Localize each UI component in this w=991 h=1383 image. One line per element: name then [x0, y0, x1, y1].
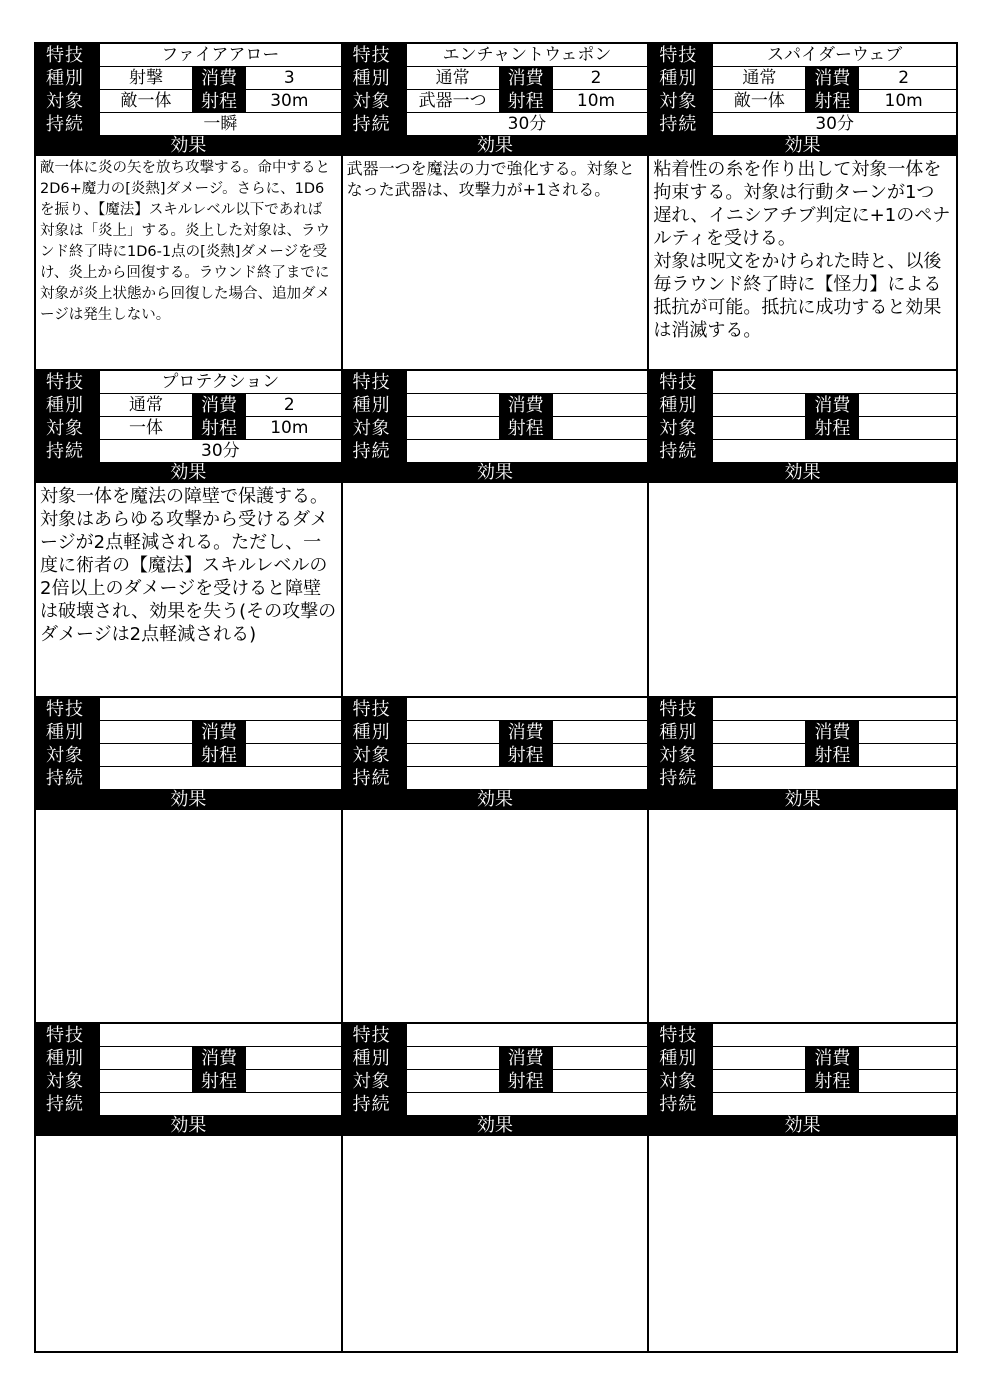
label-kouka: 効果: [36, 790, 341, 810]
label-shohi: 消費: [192, 394, 246, 417]
skill-cost: 2: [859, 67, 956, 90]
skill-range: [859, 1070, 956, 1093]
skill-duration: [100, 1093, 341, 1116]
label-tokugi: 特技: [36, 44, 100, 67]
label-tokugi: 特技: [649, 698, 713, 721]
card-header: [343, 1024, 648, 1136]
skill-card: [343, 698, 650, 1025]
card-header: [36, 371, 341, 483]
label-taisho: 対象: [343, 417, 407, 440]
skill-type: [100, 1047, 192, 1070]
label-kouka: 効果: [649, 1116, 956, 1136]
label-kouka: 効果: [649, 790, 956, 810]
label-kouka: 効果: [343, 1116, 648, 1136]
label-taisho: 対象: [36, 744, 100, 767]
skill-target: 敵一体: [100, 90, 192, 113]
label-taisho: 対象: [36, 90, 100, 113]
skill-effect: [36, 1136, 341, 1351]
skill-effect: [36, 810, 341, 1023]
label-jizoku: 持続: [36, 1093, 100, 1116]
label-tokugi: 特技: [343, 371, 407, 394]
skill-effect: 粘着性の糸を作り出して対象一体を拘束する。対象は行動ターンが1つ遅れ、イニシアチブ判定に+1のペナルティを受ける。 対象は呪文をかけられた時と、以後毎ラウンド終了時に【怪力】による抵抗が可能。抵抗に成功すると効果は消滅する。: [653, 159, 951, 341]
skill-name: [407, 698, 648, 721]
label-tokugi: 特技: [343, 44, 407, 67]
skill-type: [713, 394, 805, 417]
skill-card-sheet: [34, 42, 958, 1353]
skill-name: ファイアアロー: [100, 44, 341, 67]
skill-range: [553, 417, 648, 440]
label-tokugi: 特技: [36, 371, 100, 394]
label-shohi: 消費: [499, 67, 553, 90]
label-jizoku: 持続: [343, 440, 407, 463]
skill-name: [713, 1024, 956, 1047]
label-taisho: 対象: [36, 417, 100, 440]
skill-target: [407, 744, 499, 767]
label-shatei: 射程: [192, 417, 246, 440]
skill-target: [407, 1070, 499, 1093]
skill-duration: [713, 1093, 956, 1116]
skill-range: 10m: [859, 90, 956, 113]
card-header: [36, 44, 341, 156]
skill-duration: [407, 767, 648, 790]
skill-duration: 30分: [713, 113, 956, 136]
skill-cost: 3: [246, 67, 341, 90]
skill-type: [407, 394, 499, 417]
skill-cost: 2: [553, 67, 648, 90]
label-shubetsu: 種別: [343, 1047, 407, 1070]
label-shubetsu: 種別: [343, 721, 407, 744]
label-shubetsu: 種別: [649, 1047, 713, 1070]
skill-range: [246, 744, 341, 767]
skill-effect: 武器一つを魔法の力で強化する。対象となった武器は、攻撃力が+1される。: [346, 159, 635, 199]
label-shubetsu: 種別: [649, 67, 713, 90]
skill-target: 武器一つ: [407, 90, 499, 113]
skill-effect: [649, 810, 956, 1023]
label-tokugi: 特技: [36, 1024, 100, 1047]
card-header: [343, 698, 648, 810]
skill-range: [859, 744, 956, 767]
label-kouka: 効果: [343, 463, 648, 483]
skill-range: [553, 744, 648, 767]
skill-name: [407, 371, 648, 394]
label-shohi: 消費: [805, 394, 859, 417]
label-jizoku: 持続: [343, 1093, 407, 1116]
skill-card: [649, 698, 956, 1025]
label-taisho: 対象: [649, 90, 713, 113]
skill-range: [859, 417, 956, 440]
label-shatei: 射程: [499, 90, 553, 113]
label-taisho: 対象: [36, 1070, 100, 1093]
skill-type: [407, 721, 499, 744]
label-shohi: 消費: [192, 721, 246, 744]
label-shatei: 射程: [805, 1070, 859, 1093]
skill-type: 通常: [100, 394, 192, 417]
skill-range: [246, 1070, 341, 1093]
label-jizoku: 持続: [343, 113, 407, 136]
skill-name: [713, 698, 956, 721]
label-jizoku: 持続: [649, 440, 713, 463]
skill-type: 射撃: [100, 67, 192, 90]
skill-effect: [649, 1136, 956, 1351]
skill-target: [407, 417, 499, 440]
label-shubetsu: 種別: [649, 721, 713, 744]
skill-card: [36, 698, 343, 1025]
skill-name: [407, 1024, 648, 1047]
skill-card: [343, 44, 650, 371]
skill-target: [100, 1070, 192, 1093]
label-shatei: 射程: [499, 417, 553, 440]
skill-effect: 対象一体を魔法の障壁で保護する。対象はあらゆる攻撃から受けるダメージが2点軽減される。ただし、一度に術者の【魔法】スキルレベルの2倍以上のダメージを受けると障壁は破壊され、効果を失う(その攻撃のダメージは2点軽減される): [40, 485, 337, 645]
skill-card: [649, 371, 956, 698]
label-tokugi: 特技: [36, 698, 100, 721]
card-header: [343, 44, 648, 156]
skill-effect: [649, 483, 956, 696]
skill-type: [100, 721, 192, 744]
label-taisho: 対象: [343, 1070, 407, 1093]
label-jizoku: 持続: [343, 767, 407, 790]
label-jizoku: 持続: [649, 767, 713, 790]
label-shatei: 射程: [192, 90, 246, 113]
skill-card: [649, 44, 956, 371]
skill-type: [713, 721, 805, 744]
label-shatei: 射程: [805, 744, 859, 767]
skill-card: [343, 1024, 650, 1351]
skill-effect: [343, 1136, 648, 1351]
label-kouka: 効果: [343, 790, 648, 810]
skill-card: [36, 1024, 343, 1351]
label-jizoku: 持続: [649, 1093, 713, 1116]
skill-range: 10m: [553, 90, 648, 113]
label-kouka: 効果: [343, 136, 648, 156]
label-shohi: 消費: [192, 1047, 246, 1070]
label-tokugi: 特技: [649, 44, 713, 67]
skill-cost: [246, 721, 341, 744]
card-header: [649, 44, 956, 156]
label-tokugi: 特技: [649, 1024, 713, 1047]
skill-card: [649, 1024, 956, 1351]
label-kouka: 効果: [36, 136, 341, 156]
skill-cost: [859, 1047, 956, 1070]
skill-duration: 一瞬: [100, 113, 341, 136]
skill-duration: [407, 1093, 648, 1116]
skill-target: [100, 744, 192, 767]
label-taisho: 対象: [343, 744, 407, 767]
skill-range: [553, 1070, 648, 1093]
skill-effect: 敵一体に炎の矢を放ち攻撃する。命中すると2D6+魔力の[炎熱]ダメージ。さらに、1D6を振り、【魔法】スキルレベル以下であれば対象は「炎上」する。炎上した対象は、ラウンド終了時に1D6-1点の[炎熱]ダメージを受け、炎上から回復する。ラウンド終了までに対象が炎上状態から回復した場合、追加ダメージは発生しない。: [40, 160, 330, 323]
label-shubetsu: 種別: [343, 67, 407, 90]
label-jizoku: 持続: [36, 440, 100, 463]
label-tokugi: 特技: [343, 1024, 407, 1047]
label-shohi: 消費: [805, 67, 859, 90]
label-kouka: 効果: [36, 1116, 341, 1136]
skill-card: [36, 44, 343, 371]
label-jizoku: 持続: [649, 113, 713, 136]
label-shatei: 射程: [805, 90, 859, 113]
skill-target: 敵一体: [713, 90, 805, 113]
skill-type: 通常: [713, 67, 805, 90]
skill-duration: [713, 440, 956, 463]
label-shubetsu: 種別: [36, 67, 100, 90]
skill-target: [713, 744, 805, 767]
skill-type: 通常: [407, 67, 499, 90]
label-shohi: 消費: [499, 394, 553, 417]
skill-duration: 30分: [100, 440, 341, 463]
skill-name: プロテクション: [100, 371, 341, 394]
label-shohi: 消費: [192, 67, 246, 90]
skill-cost: [553, 1047, 648, 1070]
skill-name: [713, 371, 956, 394]
skill-target: [713, 1070, 805, 1093]
skill-range: 10m: [246, 417, 341, 440]
skill-name: [100, 698, 341, 721]
label-shubetsu: 種別: [36, 721, 100, 744]
skill-type: [407, 1047, 499, 1070]
label-shohi: 消費: [805, 721, 859, 744]
label-shubetsu: 種別: [649, 394, 713, 417]
label-shohi: 消費: [805, 1047, 859, 1070]
label-shubetsu: 種別: [36, 1047, 100, 1070]
label-shatei: 射程: [192, 744, 246, 767]
skill-name: スパイダーウェブ: [713, 44, 956, 67]
skill-duration: [713, 767, 956, 790]
card-header: [36, 698, 341, 810]
card-header: [649, 371, 956, 483]
card-header: [343, 371, 648, 483]
skill-name: [100, 1024, 341, 1047]
label-kouka: 効果: [649, 463, 956, 483]
skill-duration: 30分: [407, 113, 648, 136]
label-taisho: 対象: [649, 744, 713, 767]
skill-range: 30m: [246, 90, 341, 113]
skill-duration: [100, 767, 341, 790]
card-header: [36, 1024, 341, 1136]
card-header: [649, 1024, 956, 1136]
skill-cost: 2: [246, 394, 341, 417]
label-shatei: 射程: [192, 1070, 246, 1093]
skill-cost: [246, 1047, 341, 1070]
label-shatei: 射程: [499, 744, 553, 767]
skill-card: [36, 371, 343, 698]
label-jizoku: 持続: [36, 113, 100, 136]
skill-name: エンチャントウェポン: [407, 44, 648, 67]
skill-duration: [407, 440, 648, 463]
skill-target: [713, 417, 805, 440]
skill-effect: [343, 483, 648, 696]
skill-type: [713, 1047, 805, 1070]
label-jizoku: 持続: [36, 767, 100, 790]
label-shatei: 射程: [499, 1070, 553, 1093]
label-taisho: 対象: [649, 1070, 713, 1093]
label-taisho: 対象: [343, 90, 407, 113]
skill-target: 一体: [100, 417, 192, 440]
skill-cost: [859, 721, 956, 744]
label-shatei: 射程: [805, 417, 859, 440]
label-shohi: 消費: [499, 1047, 553, 1070]
skill-cost: [553, 394, 648, 417]
label-kouka: 効果: [649, 136, 956, 156]
label-shohi: 消費: [499, 721, 553, 744]
label-tokugi: 特技: [343, 698, 407, 721]
label-tokugi: 特技: [649, 371, 713, 394]
label-shubetsu: 種別: [343, 394, 407, 417]
skill-cost: [859, 394, 956, 417]
card-header: [649, 698, 956, 810]
skill-effect: [343, 810, 648, 1023]
skill-card: [343, 371, 650, 698]
label-taisho: 対象: [649, 417, 713, 440]
label-shubetsu: 種別: [36, 394, 100, 417]
skill-cost: [553, 721, 648, 744]
label-kouka: 効果: [36, 463, 341, 483]
